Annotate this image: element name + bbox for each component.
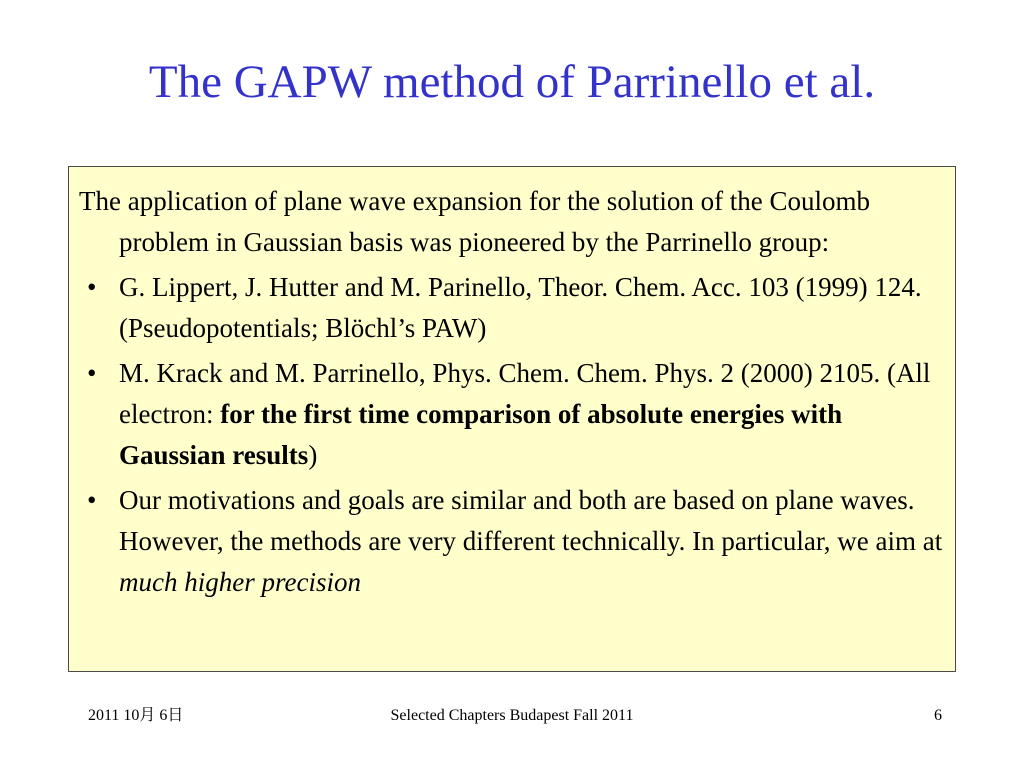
bullet-text: Our motivations and goals are similar and both are based on plane waves. However, the methods are very different technically. In particular, we aim at	[119, 485, 943, 556]
bullet-text: G. Lippert, J. Hutter and M. Parinello, Theor. Chem. Acc. 103 (1999) 124. (Pseudopotentials; Blöchl’s PAW)	[119, 272, 922, 343]
intro-paragraph: The application of plane wave expansion for the solution of the Coulomb problem in Gaussian basis was pioneered by the Parrinello group:	[79, 186, 871, 257]
bullet-italic-text: much higher precision	[119, 567, 361, 597]
bullet-icon: •	[87, 358, 97, 388]
content-box	[68, 166, 956, 672]
page-number: 6	[934, 707, 942, 724]
bullet-bold-text: for the first time comparison of absolute energies with Gaussian results	[119, 399, 843, 470]
bullet-text: M. Krack and M. Parrinello, Phys. Chem. Chem. Phys. 2 (2000) 2105. (All electron:	[119, 358, 931, 429]
bullet-icon: •	[87, 272, 97, 302]
bullet-item-lippert	[79, 267, 945, 349]
footer-course: Selected Chapters Budapest Fall 2011	[390, 707, 634, 724]
footer-date: 2011 10月 6日	[88, 707, 184, 724]
bullet-item-krack	[79, 353, 945, 476]
bullet-closing-text: )	[308, 440, 318, 470]
slide-title: The GAPW method of Parrinello et al.	[148, 56, 876, 108]
bullet-icon: •	[87, 485, 97, 515]
bullet-item-motivations	[79, 480, 945, 603]
